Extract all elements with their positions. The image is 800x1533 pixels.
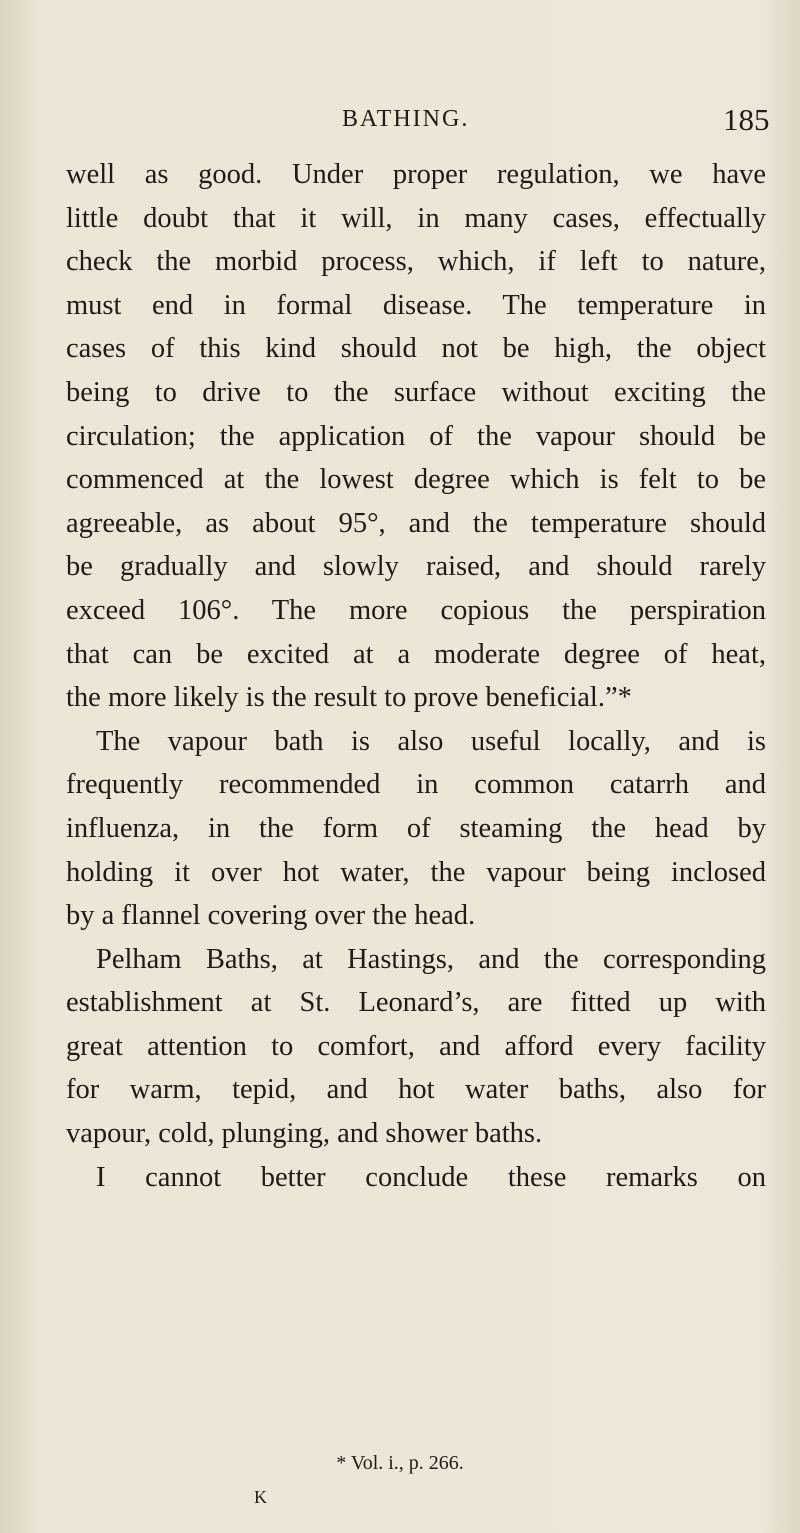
page-header: [0, 102, 800, 142]
body-text: [66, 153, 766, 1199]
signature-mark: K: [254, 1487, 267, 1507]
text-line: cases of this kind should not be high, the object: [66, 333, 766, 365]
text-line: well as good. Under proper regulation, we have: [66, 159, 766, 190]
text-line: holding it over hot water, the vapour being inclosed: [66, 856, 766, 888]
text-line: great attention to comfort, and afford every facility: [66, 1030, 766, 1062]
text-line: by a flannel covering over the head.: [66, 900, 476, 932]
text-line: establishment at St. Leonard’s, are fitted up with: [66, 987, 766, 1019]
text-line: little doubt that it will, in many cases, effectually: [66, 202, 766, 234]
text-line: commenced at the lowest degree which is felt to be: [66, 464, 766, 496]
text-line: that can be excited at a moderate degree of heat,: [66, 638, 766, 670]
text-line: exceed 106°. The more copious the perspiration: [66, 594, 766, 626]
running-title: BATHING.: [342, 106, 470, 132]
text-line: The vapour bath is also useful locally, and is: [96, 725, 766, 757]
text-line: being to drive to the surface without exciting the: [66, 376, 766, 408]
text-line: I cannot better conclude these remarks on: [96, 1161, 766, 1193]
text-line: the more likely is the result to prove beneficial.”*: [66, 682, 632, 714]
text-line: check the morbid process, which, if left to nature,: [66, 246, 766, 278]
text-line: agreeable, as about 95°, and the temperature should: [66, 507, 766, 539]
text-line: vapour, cold, plunging, and shower baths.: [66, 1118, 543, 1150]
text-line: be gradually and slowly raised, and should rarely: [66, 551, 766, 583]
text-line: circulation; the application of the vapour should be: [66, 420, 766, 452]
text-line: frequently recommended in common catarrh and: [66, 769, 766, 801]
text-line: influenza, in the form of steaming the head by: [66, 812, 766, 844]
footnote: * Vol. i., p. 266.: [336, 1452, 464, 1474]
text-line: must end in formal disease. The temperature in: [66, 289, 766, 321]
text-line: Pelham Baths, at Hastings, and the corresponding: [96, 943, 766, 975]
page-number: 185: [723, 102, 770, 137]
text-line: for warm, tepid, and hot water baths, also for: [66, 1074, 766, 1106]
